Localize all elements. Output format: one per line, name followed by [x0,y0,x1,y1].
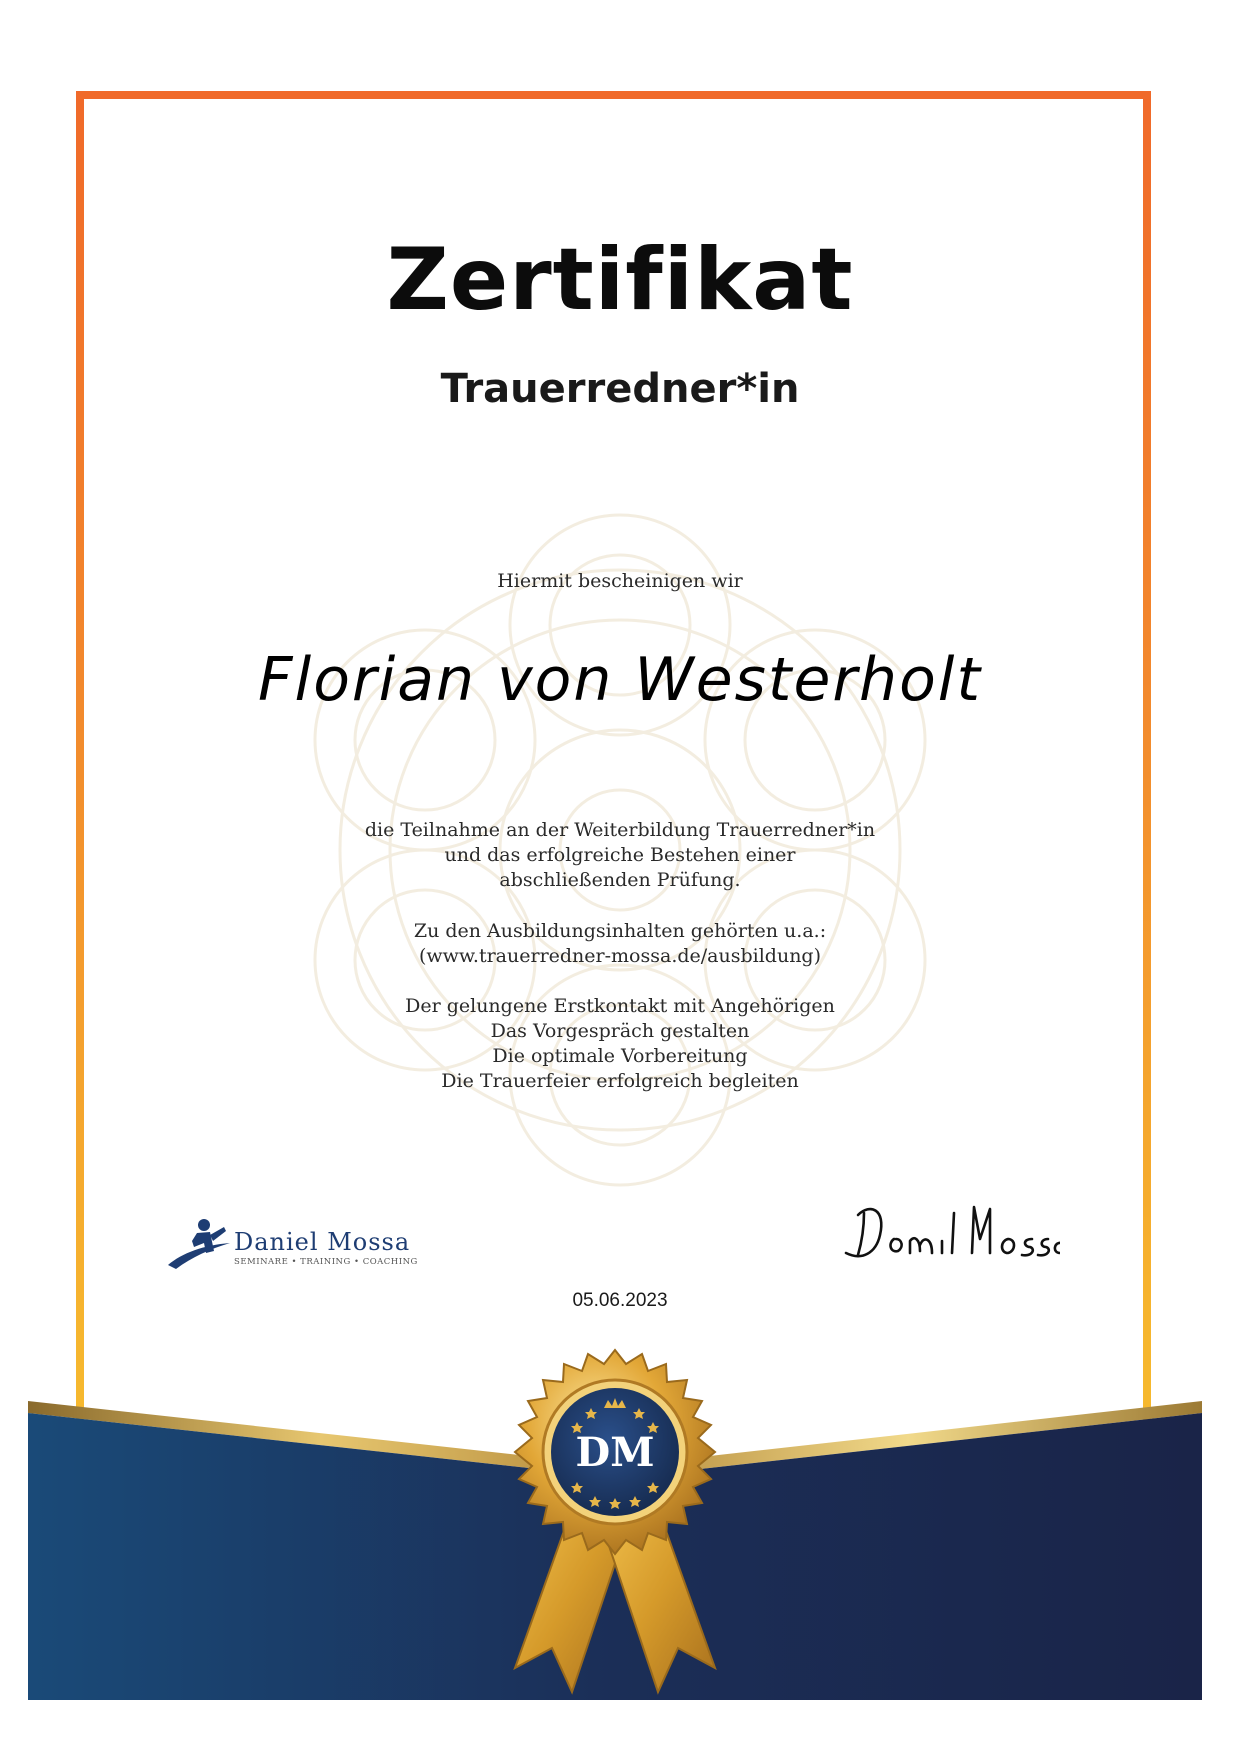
certificate-title: Zertifikat [386,230,854,330]
topic-item: Der gelungene Erstkontakt mit Angehörigen [405,995,835,1017]
statement-line: abschließenden Prüfung. [499,869,741,891]
topic-item: Die optimale Vorbereitung [492,1045,748,1067]
content-url: (www.trauerredner-mossa.de/ausbildung) [418,945,822,967]
topic-item: Die Trauerfeier erfolgreich begleiten [441,1070,799,1092]
statement-line: die Teilnahme an der Weiterbildung Trauerredner*in [364,819,876,841]
issue-date: 05.06.2023 [572,1290,668,1311]
logo-name: Daniel Mossa [234,1228,411,1256]
topic-item: Das Vorgespräch gestalten [490,1020,750,1042]
intro-text: Hiermit bescheinigen wir [497,570,743,592]
content-heading: Zu den Ausbildungsinhalten gehörten u.a.: [413,920,827,942]
statement-line: und das erfolgreiche Bestehen einer [444,844,796,866]
seal-initials: DM [575,1429,655,1476]
certificate-subtitle: Trauerredner*in [440,366,800,412]
logo-tagline: SEMINARE • TRAINING • COACHING [234,1257,418,1267]
seal-medallion [515,1350,715,1554]
recipient-name: Florian von Westerholt [258,645,982,715]
